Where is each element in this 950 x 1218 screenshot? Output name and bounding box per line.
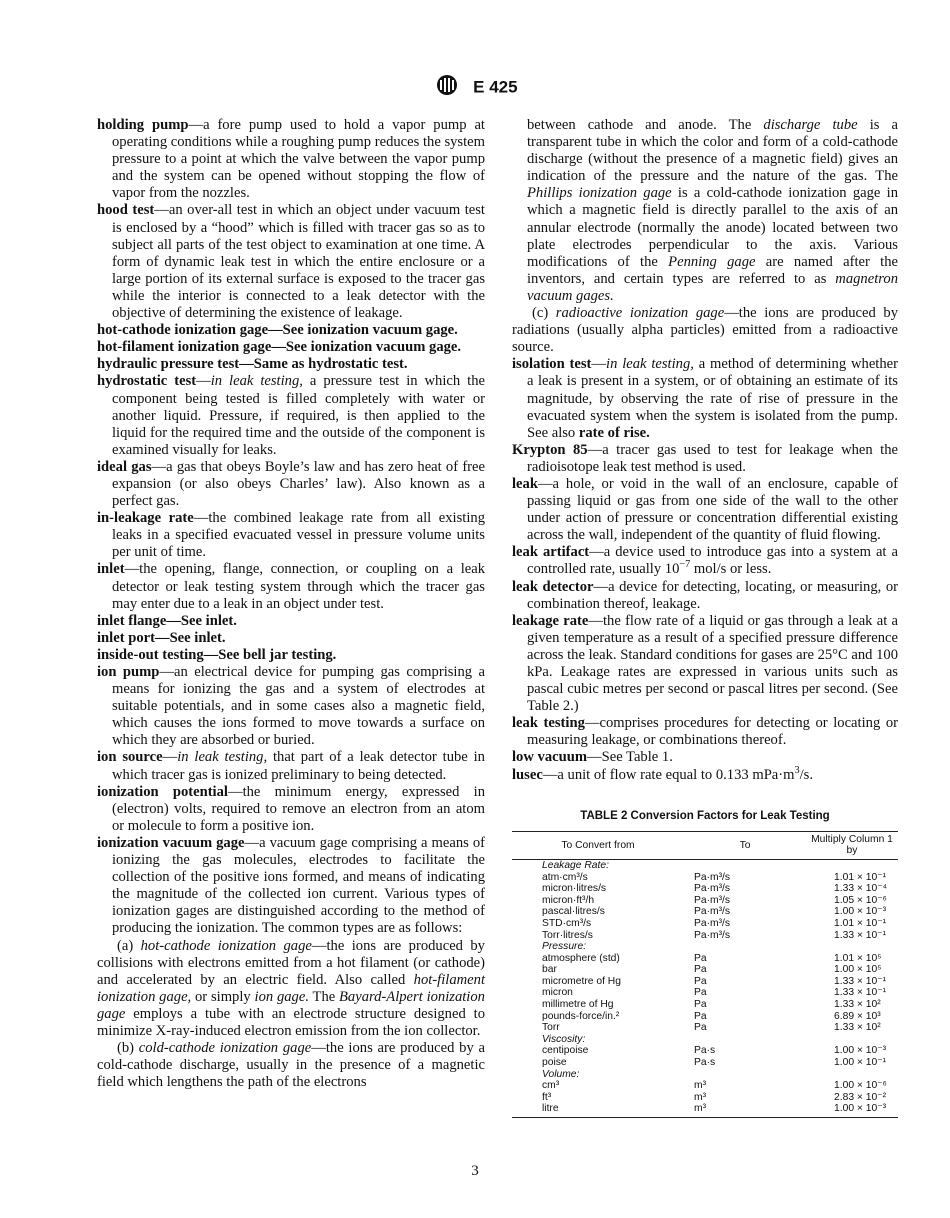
table-cell-factor: 1.33 × 10⁻¹	[834, 929, 887, 941]
table-cell-from: Torr·litres/s	[542, 929, 593, 941]
table-cell-from: bar	[542, 964, 557, 976]
table-cell-factor: 1.33 × 10²	[834, 1022, 881, 1034]
table-cell-to: Pa·s	[694, 1057, 716, 1069]
entry-ideal-gas: ideal gas—a gas that obeys Boyle’s law and has zero heat of free expansion (or also obeys Charles’ law). Also known as a perfect gas.	[97, 458, 486, 510]
table-cell-to: Pa·m³/s	[694, 917, 731, 929]
conversion-table	[512, 831, 898, 1118]
entry-inside-out: inside-out testing—See bell jar testing.	[97, 646, 337, 663]
entry-krypton: Krypton 85—a tracer gas used to test for leakage when the radioisotope leak test method is used.	[512, 441, 898, 475]
entry-hot-filament: hot-filament ionization gage—See ionization vacuum gage.	[97, 339, 462, 356]
table-row	[512, 1022, 898, 1034]
table-cell-from: ft³	[542, 1091, 552, 1103]
entry-hood-test: hood test—an over-all test in which an object under vacuum test is enclosed by a “hood” which is filled with tracer gas so as to subject all parts of the test object to examination at one time. A form of dynamic leak test in which the entire enclosure or a large portion of its external surface is exposed to the tracer gas while the interior is connected to a leak detector with the objective of determining the existence of leakage.	[97, 202, 485, 322]
table-cell-to: Pa	[694, 1022, 707, 1034]
table-cell-to: Pa	[694, 964, 707, 976]
entry-inlet-flange: inlet flange—See inlet.	[97, 612, 237, 629]
page-number: 3	[471, 1163, 479, 1179]
table-row	[512, 1011, 898, 1023]
table-row	[512, 918, 898, 930]
entry-leak-detector: leak detector—a device for detecting, locating, or measuring, or combination thereof, leakage.	[512, 578, 898, 612]
table-cell-factor: 1.00 × 10⁻³	[834, 1045, 887, 1057]
table-cell-factor: 1.01 × 10⁻¹	[834, 917, 887, 929]
entry-inlet: inlet—the opening, flange, connection, or coupling on a leak detector or leak testing system through which the tracer gas may enter due to a leak in an object under test.	[97, 561, 485, 612]
table-row	[512, 895, 898, 907]
table-row	[512, 953, 898, 965]
table-row	[512, 999, 898, 1011]
table-cell-from: pascal·litres/s	[542, 906, 605, 918]
left-column	[97, 117, 485, 1091]
document-code: E 425	[473, 77, 518, 97]
table-section-row	[512, 941, 898, 953]
table-section-row	[512, 1069, 898, 1081]
table-cell-to: Pa	[694, 999, 707, 1011]
table-cell-to: m³	[684, 1103, 806, 1117]
table-section-row	[512, 1034, 898, 1046]
table-cell-from: micron	[542, 987, 573, 999]
entry-in-leakage: in-leakage rate—the combined leakage rate from all existing leaks in a specified evacuated vessel in pressure volume units per unit of time.	[97, 510, 485, 561]
entry-leak: leak—a hole, or void in the wall of an enclosure, capable of passing liquid or gas from one side of the wall to the other under action of pressure or concentration differential existing across the wall, independent of the quantity of fluid flowing.	[512, 475, 898, 544]
table-cell-from: litre	[512, 1103, 684, 1117]
table-row	[512, 872, 898, 884]
table-cell-to: Pa·s	[694, 1045, 716, 1057]
table-section-label: Volume:	[542, 1068, 580, 1080]
table-cell-from: centipoise	[542, 1045, 589, 1057]
table-cell-factor: 6.89 × 10³	[834, 1010, 881, 1022]
entry-ion-source: ion source—in leak testing, that part of a leak detector tube in which tracer gas is ionized preliminary to being detected.	[97, 749, 485, 783]
table-row	[512, 964, 898, 976]
table-cell-to: Pa·m³/s	[694, 871, 731, 883]
table-row	[512, 1080, 898, 1092]
table-cell-factor: 1.00 × 10⁻³	[806, 1103, 898, 1117]
table-cell-factor: 1.00 × 10⁵	[834, 964, 882, 976]
table-row	[512, 987, 898, 999]
table-section-row	[512, 859, 898, 871]
table-cell-to: m³	[694, 1091, 707, 1103]
table-row	[512, 1103, 898, 1117]
entry-low-vacuum: low vacuum—See Table 1.	[512, 749, 673, 766]
table-cell-factor: 2.83 × 10⁻²	[834, 1091, 887, 1103]
table-row	[512, 1092, 898, 1104]
entry-leakage-rate: leakage rate—the flow rate of a liquid or gas through a leak at a given temperature as a result of a specified pressure difference across the leak. Standard conditions for gases are 25°C and 100 kPa. Leakage rates are expressed in various units such as pascal cubic metres per second or pascal litres per second. (See Table 2.)	[512, 612, 898, 715]
table-cell-factor: 1.00 × 10⁻³	[834, 906, 887, 918]
table-cell-factor: 1.33 × 10⁻⁴	[834, 883, 888, 895]
entry-lusec: lusec—a unit of flow rate equal to 0.133 $mPa\cdot m^3/s$.	[512, 764, 813, 783]
table-row	[512, 976, 898, 988]
paragraph-a: (a) hot-cathode ionization gage—the ions are produced by collisions with electrons emitted from a hot filament (or cathode) and accelerated by an electric field. Also called hot-filament ionization gage, or simply ion gage. The Bayard-Alpert ionization gage employs a tube with an electrode structure designed to minimize X-ray-induced electron emission from the ion collector.	[97, 937, 485, 1039]
table-cell-factor: 1.00 × 10⁻⁶	[834, 1080, 887, 1092]
table-cell-from: micron·litres/s	[542, 883, 607, 895]
entry-ion-pump: ion pump—an electrical device for pumping gas comprising a means for ionizing the gas and a system of electrodes at suitable potentials, and in some cases also a magnetic field, which causes the ions formed to move towards a surface on which they are absorbed or buried.	[97, 664, 485, 749]
table-cell-factor: 1.00 × 10⁻¹	[834, 1057, 887, 1069]
table-cell-factor: 1.05 × 10⁻⁶	[834, 894, 887, 906]
paragraph-b-continued: between cathode and anode. The discharge tube is a transparent tube in which the color and form of a cold-cathode discharge (without the presence of a magnetic field) gives an indication of the pressure and the nature of the gas. The Phillips ionization gage is a cold-cathode ionization gage in which a magnetic field is directly parallel to the axis of an annular electrode (normally the anode) located between two plate electrodes perpendicular to the axis. Various modifications of the Penning gage are named after the inventors, and certain types are referred to as magnetron vacuum gages.	[527, 117, 898, 304]
table-cell-factor: 1.01 × 10⁵	[834, 952, 882, 964]
table-section-label: Viscosity:	[542, 1033, 586, 1045]
table-section-label: Leakage Rate:	[542, 859, 609, 871]
table-cell-from: cm³	[542, 1080, 560, 1092]
entry-inlet-port: inlet port—See inlet.	[97, 629, 226, 646]
table-row	[512, 906, 898, 918]
table-title: TABLE 2 Conversion Factors for Leak Testing	[580, 809, 830, 822]
entry-hot-cathode: hot-cathode ionization gage—See ionization vacuum gage.	[97, 322, 458, 339]
paragraph-b: (b) cold-cathode ionization gage—the ions are produced by a cold-cathode discharge, usually in the presence of a magnetic field which lengthens the path of the electrons	[97, 1040, 485, 1091]
table-cell-from: atm·cm³/s	[542, 871, 588, 883]
table-cell-to: Pa	[694, 987, 707, 999]
table-header: Multiply Column 1 by	[806, 831, 898, 859]
table-cell-from: STD·cm³/s	[542, 917, 592, 929]
table-section-label: Pressure:	[542, 941, 587, 953]
table-cell-from: micrometre of Hg	[542, 975, 621, 987]
table-header: To Convert from	[512, 831, 684, 859]
table-row	[512, 930, 898, 942]
entry-ionization-vacuum-gage: ionization vacuum gage—a vacuum gage comprising a means of ionizing the gas molecules, electrodes to facilitate the collection of the positive ions formed, and means of indicating the magnitude of the collected ion current. Various types of ionization gages are distinguished according to the method of producing the ionization. The common types are as follows:	[97, 834, 486, 937]
table-cell-from: pounds-force/in.²	[542, 1010, 620, 1022]
table-header-row	[512, 831, 898, 859]
table-cell-factor: 1.33 × 10²	[834, 999, 881, 1011]
table-cell-to: Pa·m³/s	[694, 883, 731, 895]
table-cell-to: Pa·m³/s	[694, 906, 731, 918]
table-cell-from: millimetre of Hg	[542, 999, 614, 1011]
table-cell-to: m³	[694, 1080, 707, 1092]
table-cell-from: micron·ft³/h	[542, 894, 595, 906]
entry-hydraulic: hydraulic pressure test—Same as hydrostatic test.	[97, 356, 408, 373]
table-cell-to: Pa	[694, 975, 707, 987]
right-column	[512, 117, 898, 1118]
table-cell-factor: 1.33 × 10⁻¹	[834, 987, 887, 999]
table-cell-to: Pa	[694, 1010, 707, 1022]
entry-holding-pump: holding pump—a fore pump used to hold a vapor pump at operating conditions while a roughing pump reduces the system pressure to a point at which the valve between the vapor pump and the system can be opened without stopping the flow of vapor from the nozzles.	[97, 117, 485, 202]
entry-isolation-test: isolation test—in leak testing, a method of determining whether a leak is present in a system, or of obtaining an estimate of its magnitude, by observing the rate of rise of pressure in the evacuated system when the system is isolated from the pump. See also rate of rise.	[512, 356, 898, 441]
table-row	[512, 1045, 898, 1057]
astm-logo-icon	[432, 74, 462, 101]
table-cell-from: Torr	[542, 1022, 560, 1034]
table-cell-from: poise	[542, 1057, 567, 1069]
table-row	[512, 883, 898, 895]
table-cell-to: Pa·m³/s	[694, 894, 731, 906]
entry-ionization-potential: ionization potential—the minimum energy, expressed in (electron) volts, required to remove an electron from an atom or molecule to form a positive ion.	[97, 783, 486, 834]
page-header	[0, 74, 950, 101]
table-cell-factor: 1.33 × 10⁻¹	[834, 975, 887, 987]
table-header: To	[684, 831, 806, 859]
entry-hydrostatic: hydrostatic test—in leak testing, a pressure test in which the component being tested is filled completely with water or another liquid. Pressure, if required, is then applied to the liquid for the required time and the outside of the component is examined visually for leaks.	[97, 373, 485, 458]
table-cell-from: atmosphere (std)	[542, 952, 620, 964]
table-row	[512, 1057, 898, 1069]
table-cell-factor: 1.01 × 10⁻¹	[834, 871, 887, 883]
table-cell-to: Pa	[694, 952, 707, 964]
table-cell-to: Pa·m³/s	[694, 929, 731, 941]
table-body	[512, 859, 898, 1117]
entry-leak-artifact: leak artifact—a device used to introduce gas into a system at a controlled rate, usually $10^{-7}$ mol/s or less.	[512, 544, 898, 578]
paragraph-c: (c) radioactive ionization gage—the ions are produced by radiations (usually alpha particles) emitted from a radioactive source.	[512, 305, 898, 356]
entry-leak-testing: leak testing—comprises procedures for detecting or locating or measuring leakage, or combinations thereof.	[512, 715, 898, 749]
